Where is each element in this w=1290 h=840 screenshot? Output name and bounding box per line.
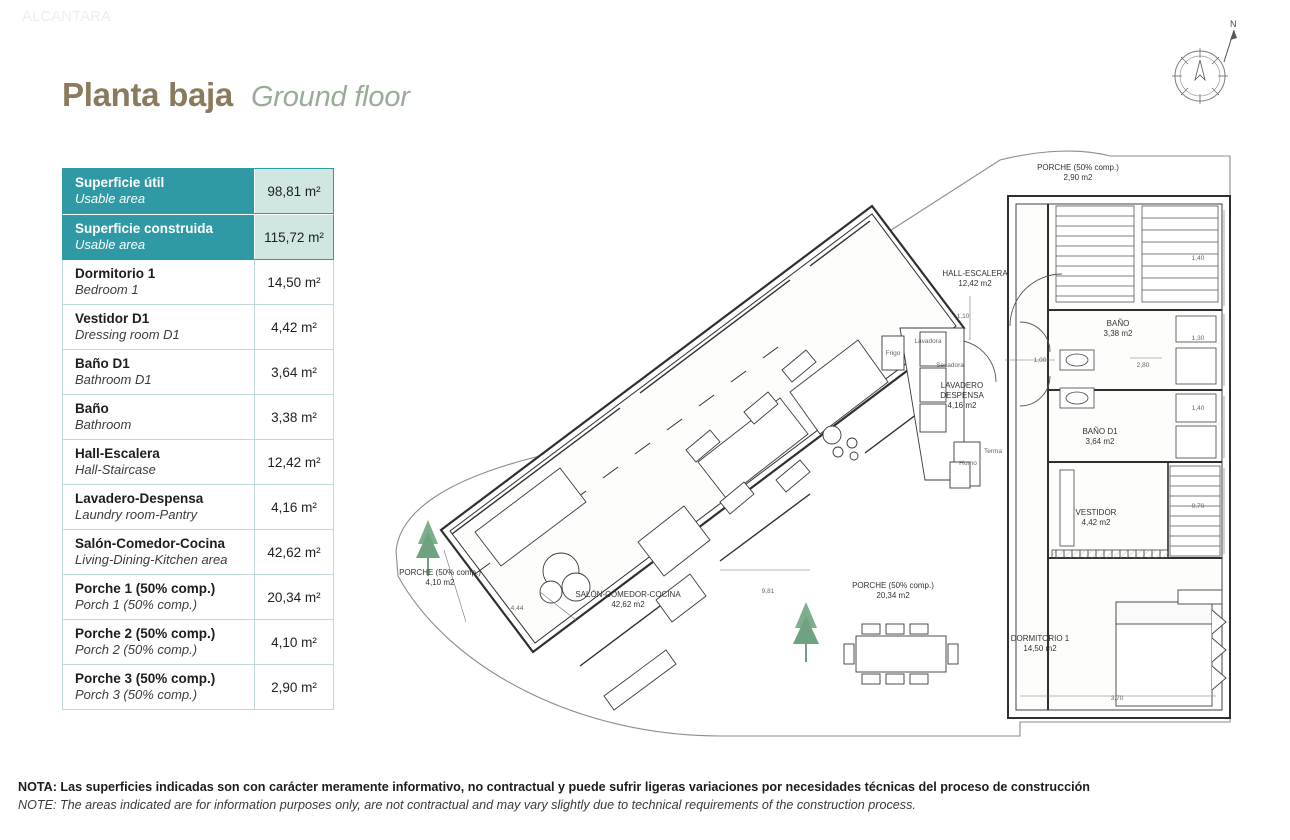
area-name-en: Porch 2 (50% comp.) — [75, 642, 198, 658]
area-value-cell: 14,50 m² — [267, 274, 321, 290]
room-label-area: 3,38 m2 — [1103, 329, 1133, 338]
room-label-area: 4,42 m2 — [1081, 518, 1111, 527]
area-row — [62, 485, 334, 530]
room-label-bano — [1104, 319, 1133, 338]
area-name-es: Vestidor D1 — [75, 311, 150, 327]
area-value-cell: 4,10 m² — [271, 634, 317, 650]
area-name-es: Superficie útil — [75, 175, 165, 191]
dimension-dim-4-44: 4,44 — [510, 605, 524, 612]
area-row — [62, 305, 334, 350]
area-row — [62, 620, 334, 665]
dimension-dim-9-81: 9,81 — [761, 588, 775, 595]
note-english: NOTE: The areas indicated are for information purposes only, are not contractual and may vary slightly due to technical requirements of the construction process. — [18, 798, 916, 813]
room-label-title: SALÓN-COMEDOR-COCINA — [575, 590, 681, 599]
dimension-dim-1-40: 1,40 — [1191, 405, 1205, 412]
area-value-cell: 3,38 m² — [271, 409, 317, 425]
room-label-title: PORCHE (50% comp.) — [852, 581, 934, 590]
area-name-en: Porch 1 (50% comp.) — [75, 597, 198, 613]
area-name-cell — [63, 440, 255, 484]
area-name-cell — [63, 530, 255, 574]
area-name-es: Lavadero-Despensa — [75, 491, 204, 507]
area-value-cell: 3,64 m² — [271, 364, 317, 380]
area-name-cell — [63, 620, 255, 664]
area-name-en: Usable area — [75, 191, 146, 207]
room-label-bano-d1 — [1082, 427, 1118, 446]
area-name-en: Laundry room-Pantry — [75, 507, 198, 523]
area-name-es: Porche 2 (50% comp.) — [75, 626, 216, 642]
area-value-cell: 20,34 m² — [267, 589, 321, 605]
area-name-en: Living-Dining-Kitchen area — [75, 552, 228, 568]
room-label-area: 12,42 m2 — [958, 279, 992, 288]
dimension-secadora: Secadora — [936, 362, 964, 369]
area-row — [62, 395, 334, 440]
disclaimer-notes — [18, 778, 1272, 815]
area-value-cell: 115,72 m² — [255, 215, 333, 259]
room-label-area: 14,50 m2 — [1023, 644, 1057, 653]
room-label-title: BAÑO — [1106, 319, 1130, 328]
area-row — [62, 214, 334, 260]
watermark-logo — [22, 4, 132, 28]
area-name-en: Bathroom D1 — [75, 372, 152, 388]
area-name-es: Baño D1 — [75, 356, 130, 372]
area-name-es: Hall-Escalera — [75, 446, 160, 462]
area-name-en: Dressing room D1 — [75, 327, 180, 343]
area-name-cell — [63, 665, 255, 709]
room-label-area: 4,10 m2 — [425, 578, 455, 587]
dimension-dim-0-70: 0,70 — [1191, 503, 1205, 510]
area-value-cell: 42,62 m² — [267, 544, 321, 560]
area-row — [62, 575, 334, 620]
room-label-area: 20,34 m2 — [876, 591, 910, 600]
title-spanish: Planta baja — [62, 76, 233, 113]
room-label-title: LAVADERO — [940, 381, 984, 390]
room-label-title: PORCHE (50% comp.) — [1037, 163, 1119, 172]
dimension-dim-1-30: 1,30 — [1191, 335, 1205, 342]
area-name-es: Porche 3 (50% comp.) — [75, 671, 216, 687]
dimension-lavadora: Lavadora — [914, 338, 942, 345]
area-name-cell — [63, 169, 255, 213]
dimension-dim-1-10: 1,10 — [956, 313, 970, 320]
area-row — [62, 665, 334, 710]
dimension-dim-2-80: 2,80 — [1136, 362, 1150, 369]
area-name-en: Usable area — [75, 237, 146, 253]
area-name-cell — [63, 215, 255, 259]
area-row — [62, 168, 334, 214]
title-english: Ground floor — [250, 81, 410, 113]
area-name-cell — [63, 260, 255, 304]
dimension-dim-1-40-b: 1,40 — [1191, 255, 1205, 262]
area-name-es: Baño — [75, 401, 109, 417]
note-spanish: NOTA: Las superficies indicadas son con carácter meramente informativo, no contractual y puede sufrir ligeras variaciones por necesidades técnicas del proceso de construcción — [18, 780, 1090, 794]
room-label-title: DORMITORIO 1 — [1010, 634, 1070, 643]
area-name-en: Porch 3 (50% comp.) — [75, 687, 198, 703]
dimension-horno: Horno — [959, 460, 977, 467]
dimension-terma: Terma — [983, 448, 1003, 455]
area-name-cell — [63, 305, 255, 349]
room-label-area: 3,64 m2 — [1085, 437, 1115, 446]
room-label-area: DESPENSA — [940, 391, 984, 400]
room-label-area: 42,62 m2 — [611, 600, 645, 609]
area-value-cell: 98,81 m² — [255, 169, 333, 213]
dimension-dim-3-70: 3,70 — [1110, 695, 1124, 702]
area-value-cell: 2,90 m² — [271, 679, 317, 695]
area-name-es: Superficie construida — [75, 221, 214, 237]
room-label-title: HALL-ESCALERA — [942, 269, 1008, 278]
area-row — [62, 350, 334, 395]
area-name-cell — [63, 485, 255, 529]
area-value-cell: 4,16 m² — [271, 499, 317, 515]
area-name-en: Hall-Staircase — [75, 462, 156, 478]
area-name-es: Salón-Comedor-Cocina — [75, 536, 226, 552]
area-name-cell — [63, 575, 255, 619]
area-value-cell: 12,42 m² — [267, 454, 321, 470]
area-row — [62, 440, 334, 485]
dimension-dim-1-00-a: 1,00 — [1033, 357, 1047, 364]
room-label-area2: 4,16 m2 — [947, 401, 977, 410]
page-title — [62, 76, 410, 114]
dimension-frigo: Frigo — [885, 350, 901, 357]
area-value-cell: 4,42 m² — [271, 319, 317, 335]
room-label-title: PORCHE (50% comp.) — [399, 568, 481, 577]
area-name-es: Dormitorio 1 — [75, 266, 156, 282]
area-name-es: Porche 1 (50% comp.) — [75, 581, 216, 597]
area-row — [62, 260, 334, 305]
area-name-cell — [63, 350, 255, 394]
area-name-en: Bedroom 1 — [75, 282, 139, 298]
svg-text:ALCANTARA: ALCANTARA — [22, 8, 111, 25]
floorplan-drawing — [360, 10, 1280, 750]
area-name-en: Bathroom — [75, 417, 132, 433]
room-label-area: 2,90 m2 — [1063, 173, 1093, 182]
area-name-cell — [63, 395, 255, 439]
compass-north-label: N — [1230, 19, 1237, 29]
room-label-title: BAÑO D1 — [1082, 427, 1118, 436]
areas-table — [62, 168, 334, 710]
room-label-title: VESTIDOR — [1075, 508, 1117, 517]
area-row — [62, 530, 334, 575]
